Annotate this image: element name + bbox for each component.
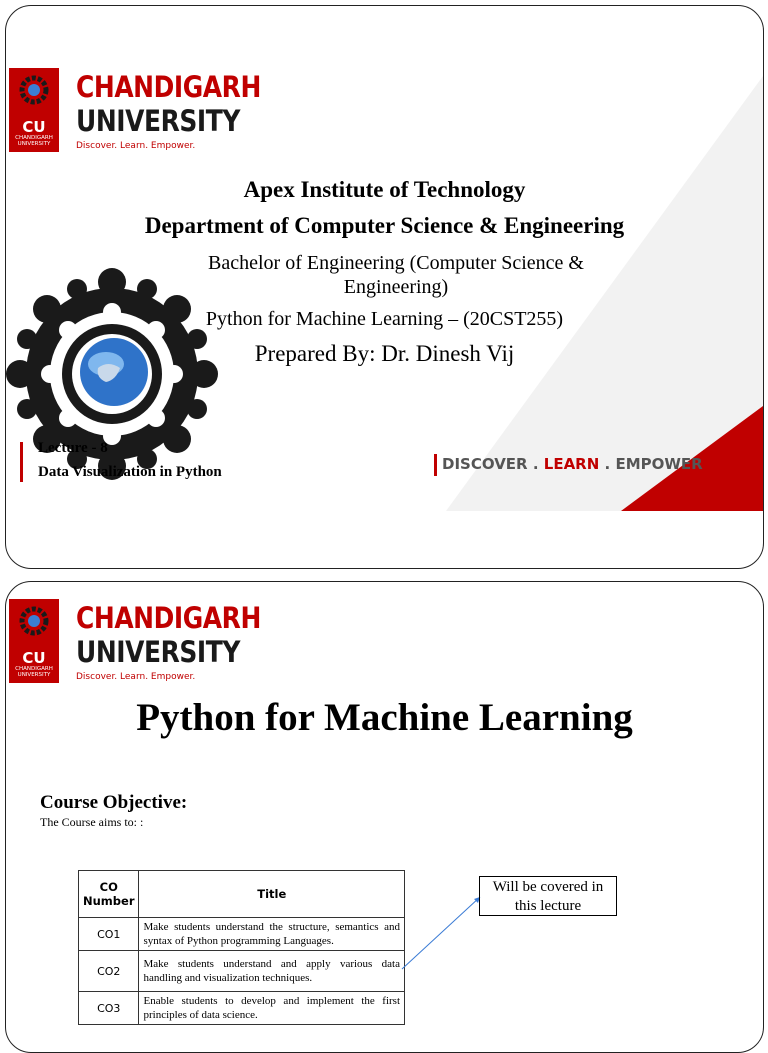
course-objective-slide bbox=[5, 581, 764, 1053]
table-row bbox=[79, 951, 405, 992]
motto-accent-bar bbox=[434, 454, 437, 476]
logo-small-text: CHANDIGARH UNIVERSITY bbox=[15, 135, 53, 147]
logo-name-line1: CHANDIGARH bbox=[76, 601, 261, 635]
motto bbox=[442, 455, 703, 473]
table-row bbox=[79, 992, 405, 1025]
co-number-cell: CO2 bbox=[79, 951, 139, 992]
logo-tagline: Discover. Learn. Empower. bbox=[76, 141, 196, 151]
table-header-row bbox=[79, 871, 405, 918]
logo-name-line2: UNIVERSITY bbox=[76, 104, 240, 138]
logo-badge bbox=[9, 68, 59, 152]
logo-gear-icon bbox=[16, 603, 52, 639]
degree-name: Bachelor of Engineering (Computer Science & Engineering) bbox=[208, 252, 584, 298]
objective-subtitle: The Course aims to: : bbox=[40, 815, 144, 829]
objective-heading: Course Objective: bbox=[40, 792, 188, 813]
co-number-cell: CO3 bbox=[79, 992, 139, 1025]
university-logo bbox=[9, 599, 261, 689]
logo-cu-text: CU bbox=[22, 118, 46, 136]
logo-small-text: CHANDIGARH UNIVERSITY bbox=[15, 666, 53, 678]
course-name: Python for Machine Learning – (20CST255) bbox=[205, 308, 564, 330]
course-outcome-table bbox=[78, 870, 405, 1025]
university-logo bbox=[9, 68, 261, 158]
callout-arrow bbox=[396, 887, 486, 977]
table-row bbox=[79, 918, 405, 951]
lecture-accent-bar bbox=[20, 442, 23, 482]
department-name: Department of Computer Science & Engineering bbox=[144, 213, 625, 238]
motto-empower: EMPOWER bbox=[615, 455, 703, 473]
motto-discover: DISCOVER bbox=[442, 455, 528, 473]
logo-name-line1: CHANDIGARH bbox=[76, 70, 261, 104]
logo-badge bbox=[9, 599, 59, 683]
motto-sep: . bbox=[527, 455, 544, 473]
institute-name: Apex Institute of Technology bbox=[243, 177, 526, 202]
logo-gear-icon bbox=[16, 72, 52, 108]
column-header-co-number: CO Number bbox=[79, 871, 139, 918]
slide-title: Python for Machine Learning bbox=[136, 696, 633, 739]
logo-tagline: Discover. Learn. Empower. bbox=[76, 672, 196, 682]
column-header-title: Title bbox=[139, 871, 405, 918]
co-title-cell: Make students understand and apply various data handling and visualization techniques. bbox=[139, 951, 405, 992]
callout-box: Will be covered in this lecture bbox=[479, 876, 617, 916]
co-title-cell: Make students understand the structure, semantics and syntax of Python programming Languages. bbox=[139, 918, 405, 951]
motto-learn: LEARN bbox=[543, 455, 600, 473]
lecture-number: Lecture - 8 bbox=[38, 440, 108, 456]
prepared-by: Prepared By: Dr. Dinesh Vij bbox=[254, 341, 515, 366]
logo-cu-text: CU bbox=[22, 649, 46, 667]
co-number-cell: CO1 bbox=[79, 918, 139, 951]
motto-sep: . bbox=[599, 455, 616, 473]
lecture-title: Data Visualization in Python bbox=[38, 464, 222, 480]
co-title-cell: Enable students to develop and implement the first principles of data science. bbox=[139, 992, 405, 1025]
logo-name-line2: UNIVERSITY bbox=[76, 635, 240, 669]
title-slide bbox=[5, 5, 764, 569]
